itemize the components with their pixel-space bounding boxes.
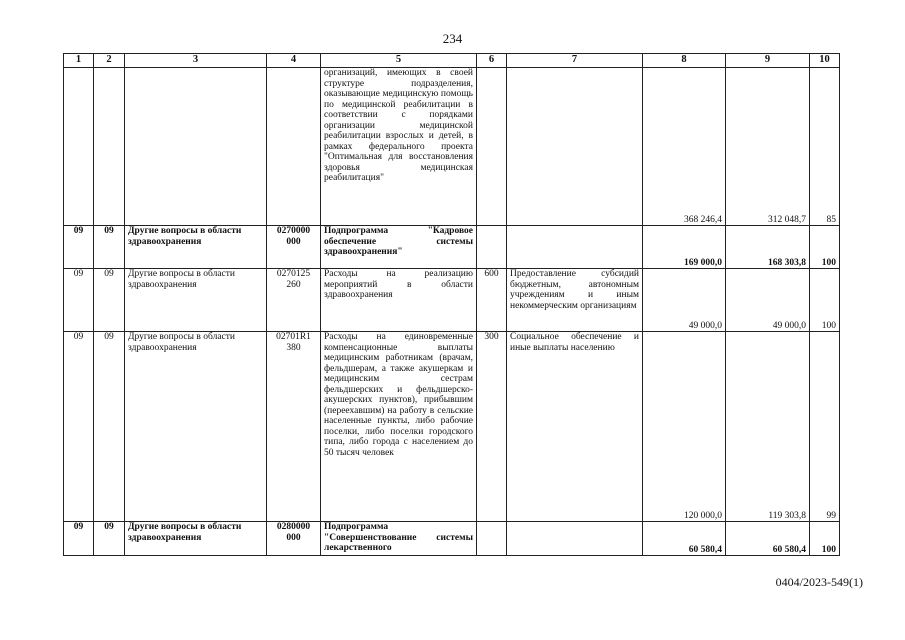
target-article-name: Расходы на единовременные компенсационные выплаты медицинским работникам (врачам, фельдшерам, а также акушеркам и медицинским сестрам фельдшерских и фельдшерско-акушерских пунктов), прибывшим (переехавшим) на работу в сельские населенные пункты, либо рабочие поселки, либо поселки городского типа, либо города с населением до 50 тысяч человек xyxy=(321,332,477,522)
expense-type-code xyxy=(477,226,507,269)
execution-percent: 100 xyxy=(810,226,840,269)
planned-amount: 169 000,0 xyxy=(643,226,726,269)
planned-amount: 49 000,0 xyxy=(643,269,726,332)
column-header: 9 xyxy=(726,54,810,68)
subsection-code xyxy=(94,68,125,226)
section-code xyxy=(64,68,94,226)
target-article-code: 0280000 000 xyxy=(267,522,321,556)
column-header: 1 xyxy=(64,54,94,68)
expense-type-code xyxy=(477,68,507,226)
target-article-code: 0270125 260 xyxy=(267,269,321,332)
target-article-name: Подпрограмма "Совершенствование системы лекарственного xyxy=(321,522,477,556)
section-code: 09 xyxy=(64,522,94,556)
actual-amount: 49 000,0 xyxy=(726,269,810,332)
column-header: 4 xyxy=(267,54,321,68)
expense-type-name xyxy=(507,226,643,269)
column-header: 2 xyxy=(94,54,125,68)
budget-table xyxy=(63,53,840,556)
table-row xyxy=(64,332,840,522)
subsection-code: 09 xyxy=(94,269,125,332)
column-header: 6 xyxy=(477,54,507,68)
target-article-name: организаций, имеющих в своей структуре подразделения, оказывающие медицинскую помощь по медицинской реабилитации в соответствии с порядками организации медицинской реабилитации взрослых и детей, в рамках федерального проекта "Оптимальная для восстановления здоровья медицинская реабилитация" xyxy=(321,68,477,226)
column-header: 8 xyxy=(643,54,726,68)
target-article-name: Расходы на реализацию мероприятий в области здравоохранения xyxy=(321,269,477,332)
planned-amount: 120 000,0 xyxy=(643,332,726,522)
execution-percent: 85 xyxy=(810,68,840,226)
table-row xyxy=(64,68,840,226)
column-header: 7 xyxy=(507,54,643,68)
page-number: 234 xyxy=(442,31,463,46)
actual-amount: 312 048,7 xyxy=(726,68,810,226)
target-article-code: 02701R1 380 xyxy=(267,332,321,522)
target-article-code xyxy=(267,68,321,226)
target-article-code: 0270000 000 xyxy=(267,226,321,269)
actual-amount: 168 303,8 xyxy=(726,226,810,269)
section-code: 09 xyxy=(64,226,94,269)
expense-type-name xyxy=(507,522,643,556)
section-name xyxy=(125,68,267,226)
section-name: Другие вопросы в области здравоохранения xyxy=(125,226,267,269)
section-code: 09 xyxy=(64,332,94,522)
execution-percent: 100 xyxy=(810,522,840,556)
expense-type-name: Социальное обеспечение и иные выплаты населению xyxy=(507,332,643,522)
document-code: 0404/2023-549(1) xyxy=(775,575,863,589)
expense-type-code xyxy=(477,522,507,556)
column-header: 3 xyxy=(125,54,267,68)
expense-type-name xyxy=(507,68,643,226)
subsection-code: 09 xyxy=(94,332,125,522)
section-name: Другие вопросы в области здравоохранения xyxy=(125,269,267,332)
expense-type-code: 300 xyxy=(477,332,507,522)
subsection-code: 09 xyxy=(94,226,125,269)
execution-percent: 100 xyxy=(810,269,840,332)
column-header: 10 xyxy=(810,54,840,68)
subsection-code: 09 xyxy=(94,522,125,556)
column-header: 5 xyxy=(321,54,477,68)
section-name: Другие вопросы в области здравоохранения xyxy=(125,522,267,556)
table-row xyxy=(64,269,840,332)
section-code: 09 xyxy=(64,269,94,332)
section-name: Другие вопросы в области здравоохранения xyxy=(125,332,267,522)
header-row xyxy=(64,54,840,68)
table-row xyxy=(64,226,840,269)
expense-type-code: 600 xyxy=(477,269,507,332)
execution-percent: 99 xyxy=(810,332,840,522)
actual-amount: 60 580,4 xyxy=(726,522,810,556)
planned-amount: 368 246,4 xyxy=(643,68,726,226)
expense-type-name: Предоставление субсидий бюджетным, автономным учреждениям и иным некоммерческим организациям xyxy=(507,269,643,332)
target-article-name: Подпрограмма "Кадровое обеспечение системы здравоохранения" xyxy=(321,226,477,269)
actual-amount: 119 303,8 xyxy=(726,332,810,522)
planned-amount: 60 580,4 xyxy=(643,522,726,556)
table-row xyxy=(64,522,840,556)
